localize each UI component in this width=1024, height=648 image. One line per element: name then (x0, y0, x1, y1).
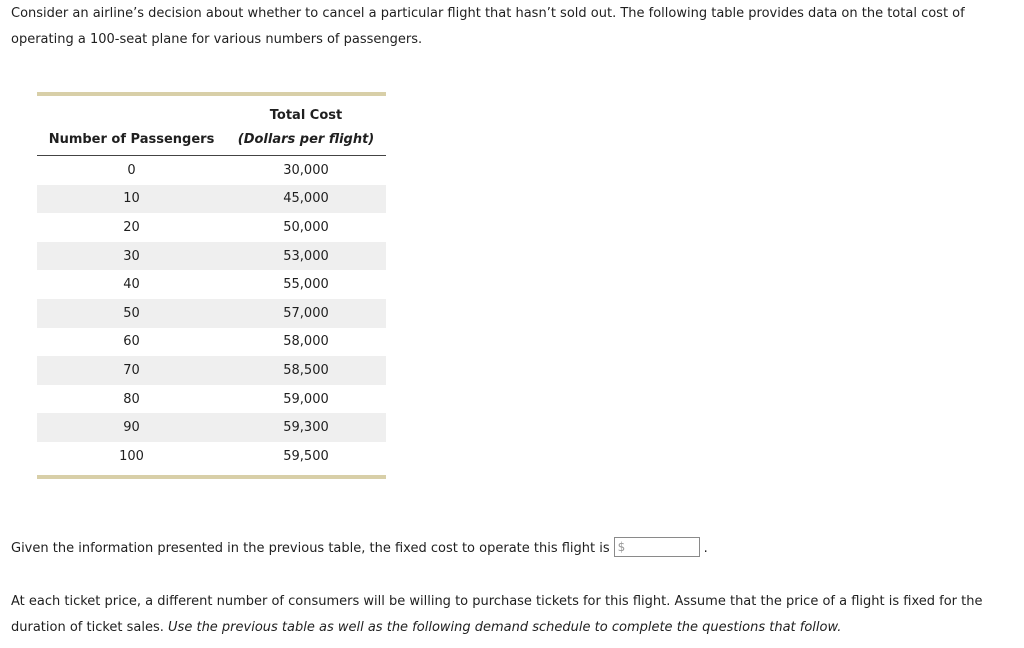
table-row (37, 213, 386, 242)
table-header (37, 96, 386, 156)
sentence-period: . (703, 541, 708, 556)
passengers-cell: 20 (123, 219, 140, 235)
dollar-sign: $ (617, 539, 626, 554)
passengers-cell: 40 (123, 277, 140, 293)
col-header-total-cost: Total Cost (269, 108, 343, 123)
table-row (37, 328, 386, 357)
col-header-passengers: Number of Passengers (48, 132, 215, 147)
table-row (37, 299, 386, 328)
cost-cell: 50,000 (283, 219, 329, 235)
table-body (37, 156, 386, 475)
passengers-cell: 90 (123, 420, 140, 436)
table-bottom-rule (37, 475, 386, 479)
table-row (37, 413, 386, 442)
passengers-cell: 50 (123, 305, 140, 321)
demand-paragraph (11, 589, 1011, 641)
intro-line-2: operating a 100-seat plane for various numbers of passengers. (11, 32, 423, 47)
table-row (37, 242, 386, 271)
cost-cell: 45,000 (283, 191, 329, 207)
demand-line-2-italic: Use the previous table as well as the following demand schedule to complete the questions that follow. (168, 620, 842, 635)
fixed-cost-answer-input[interactable] (614, 537, 700, 557)
intro-line-1: Consider an airline’s decision about whether to cancel a particular flight that hasn’t sold out. The following table provides data on the total cost of (11, 6, 965, 21)
cost-table (37, 92, 386, 479)
table-row (37, 385, 386, 414)
cost-cell: 59,300 (283, 420, 329, 436)
cost-cell: 59,500 (283, 448, 329, 464)
demand-line-2-plain: duration of ticket sales. (11, 620, 169, 635)
table-row (37, 442, 386, 471)
passengers-cell: 10 (123, 191, 140, 207)
table-row (37, 356, 386, 385)
table-row (37, 270, 386, 299)
passengers-cell: 70 (123, 362, 140, 378)
table-row (37, 156, 386, 185)
fixed-cost-question-text: Given the information presented in the previous table, the fixed cost to operate this flight is (11, 541, 610, 556)
cost-cell: 58,500 (283, 362, 329, 378)
passengers-cell: 100 (119, 448, 144, 464)
passengers-cell: 30 (123, 248, 140, 264)
intro-paragraph (11, 1, 1011, 53)
demand-line-1: At each ticket price, a different number of consumers will be willing to purchase tickets for this flight. Assume that the price of a flight is fixed for the (11, 594, 983, 609)
cost-cell: 30,000 (283, 162, 329, 178)
cost-cell: 55,000 (283, 277, 329, 293)
cost-cell: 53,000 (283, 248, 329, 264)
passengers-cell: 60 (123, 334, 140, 350)
col-header-units: (Dollars per flight) (237, 132, 375, 147)
cost-cell: 58,000 (283, 334, 329, 350)
passengers-cell: 0 (127, 162, 136, 178)
fixed-cost-question (11, 536, 708, 562)
passengers-cell: 80 (123, 391, 140, 407)
table-row (37, 185, 386, 214)
cost-cell: 57,000 (283, 305, 329, 321)
cost-cell: 59,000 (283, 391, 329, 407)
